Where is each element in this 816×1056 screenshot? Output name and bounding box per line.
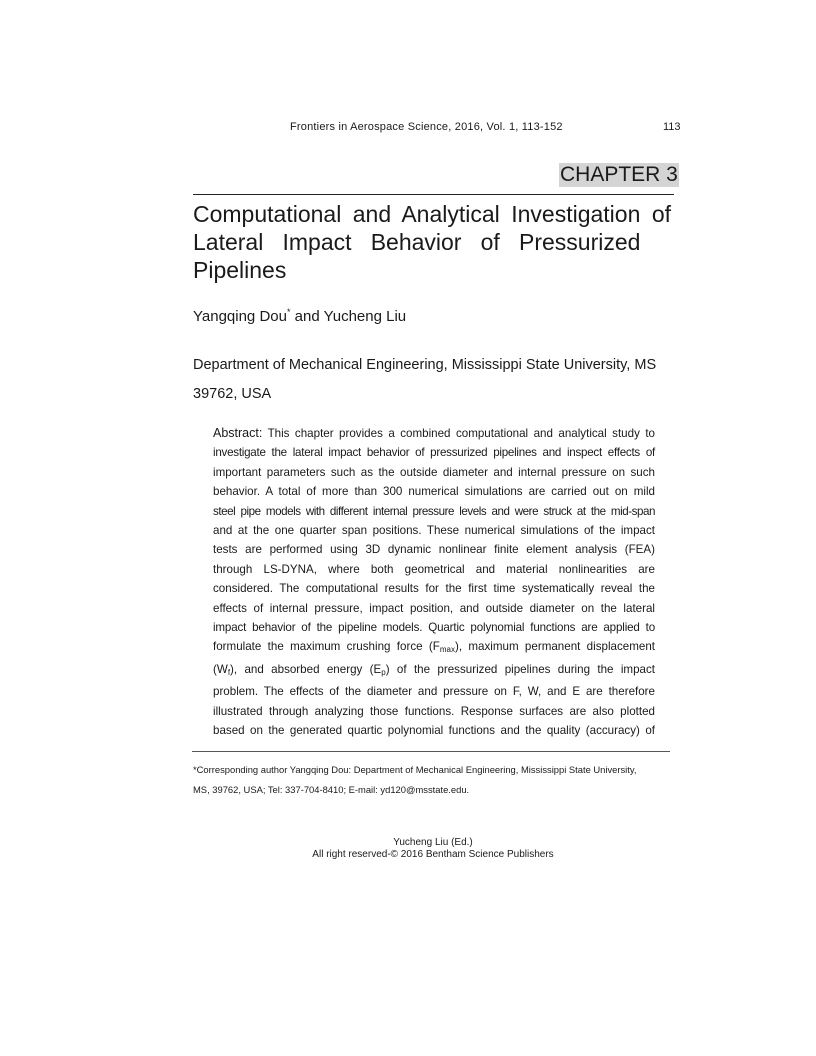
affiliation (193, 351, 671, 409)
abstract-line: steel pipe models with different internal pressure levels and were struck at the mid-span (213, 504, 655, 518)
footnote-line-1: *Corresponding author Yangqing Dou: Department of Mechanical Engineering, Mississippi State University, (193, 764, 637, 775)
running-head: Frontiers in Aerospace Science, 2016, Vol. 1, 113-152 (290, 121, 563, 133)
footnote-line-2: MS, 39762, USA; Tel: 337-704-8410; E-mail: yd120@msstate.edu. (193, 784, 470, 795)
abstract-line: impact behavior of the pipeline models. Quartic polynomial functions are applied to (213, 621, 655, 635)
title-line-1: Computational and Analytical Investigation of (193, 201, 671, 227)
affiliation-line-1: Department of Mechanical Engineering, Mississippi State University, MS (193, 357, 657, 373)
affiliation-line-2: 39762, USA (193, 386, 272, 402)
abstract-line: important parameters such as the outside diameter and internal pressure on such (213, 465, 655, 479)
copyright-notice: All right reserved-© 2016 Bentham Science Publishers (312, 849, 554, 860)
title-line-2: Lateral Impact Behavior of Pressurized (193, 229, 641, 255)
page-number: 113 (663, 121, 681, 133)
abstract-line: formulate the maximum crushing force $(F_{max})$, maximum permanent displacement (213, 640, 655, 655)
editor-credit: Yucheng Liu (Ed.) (393, 837, 473, 848)
abstract-line: $(W_f)$, and absorbed energy $(E_p)$ of the pressurized pipelines during the impact (213, 662, 655, 677)
abstract-line: illustrated through analyzing those functions. Response surfaces are also plotted (213, 704, 655, 718)
abstract-heading: Abstract: (213, 426, 263, 440)
abstract-line: behavior. A total of more than 300 numerical simulations are carried out on mild (213, 485, 655, 499)
abstract-line: problem. The effects of the diameter and pressure on F, W, and E are therefore (213, 685, 655, 699)
author-list (193, 307, 406, 325)
abstract-line: and at the one quarter span positions. These numerical simulations of the impact (213, 524, 655, 538)
abstract-line: effects of internal pressure, impact position, and outside diameter on the lateral (213, 601, 655, 615)
abstract-line: based on the generated quartic polynomial functions and the quality (accuracy) of (213, 724, 655, 738)
footnote-rule (192, 751, 670, 752)
title-line-3: Pipelines (193, 257, 287, 283)
chapter-rule (193, 194, 674, 195)
footnote (193, 760, 673, 800)
abstract-line: through LS-DYNA, where both geometrical and material nonlinearities are (213, 562, 655, 576)
chapter-title (193, 200, 671, 284)
chapter-label: CHAPTER 3 (560, 163, 678, 186)
corresponding-marker: * (286, 307, 291, 317)
abstract-line: considered. The computational results for the first time systematically reveal the (213, 582, 655, 596)
coauthor-name: and Yucheng Liu (290, 308, 407, 325)
abstract (213, 424, 655, 741)
abstract-line: tests are performed using 3D dynamic nonlinear finite element analysis (FEA) (213, 543, 655, 557)
abstract-line: investigate the lateral impact behavior of pressurized pipelines and inspect effects of (213, 446, 655, 460)
abstract-line: Abstract: This chapter provides a combined computational and analytical study to (213, 426, 655, 440)
author-name: Yangqing Dou (193, 308, 287, 325)
